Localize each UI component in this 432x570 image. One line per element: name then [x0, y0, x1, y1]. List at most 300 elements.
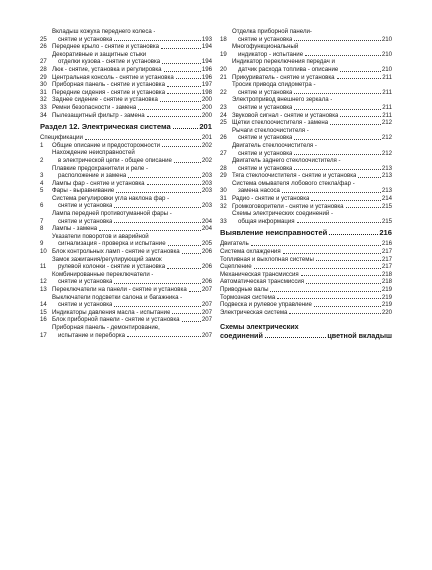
- section-page: 201: [199, 122, 212, 132]
- entry-page: 193: [201, 35, 212, 43]
- entry-line: [52, 301, 212, 309]
- leader-dots: [167, 268, 201, 269]
- entry-text: снятие и установка: [58, 278, 113, 286]
- entry-page: 206: [201, 263, 212, 271]
- entry-text: Ремни безопасности - замена: [52, 103, 137, 111]
- entry-text: Переднее крыло - снятие и установка: [52, 43, 160, 51]
- toc-entry[interactable]: [220, 172, 392, 180]
- entry-number: 32: [220, 202, 227, 210]
- toc-entry[interactable]: [40, 248, 212, 256]
- toc-entry[interactable]: [220, 263, 392, 271]
- entry-body: [52, 81, 212, 89]
- entry-page: 212: [381, 134, 392, 142]
- toc-entry[interactable]: [40, 104, 212, 112]
- entry-page: 215: [381, 202, 392, 210]
- leader-dots: [301, 275, 381, 276]
- toc-entry[interactable]: [220, 301, 392, 309]
- leader-dots: [294, 154, 380, 155]
- entry-number: 32: [40, 96, 47, 104]
- entry-line: [52, 210, 212, 218]
- entry-line: [232, 210, 392, 218]
- entry-line: [52, 28, 212, 36]
- entry-line: [232, 51, 392, 59]
- entry-text: Двигатель стеклоочистителя -: [232, 141, 317, 149]
- toc-entry[interactable]: [40, 309, 212, 317]
- entry-body: [52, 294, 212, 309]
- leader-dots: [116, 192, 201, 193]
- entry-line: [232, 96, 392, 104]
- toc-entry[interactable]: [220, 195, 392, 203]
- toc-right-column: [220, 28, 392, 340]
- entry-body: [52, 316, 212, 324]
- entry-line: [52, 202, 212, 210]
- toc-entry[interactable]: [40, 81, 212, 89]
- toc-entry[interactable]: [220, 271, 392, 279]
- leader-dots: [251, 245, 381, 246]
- entry-text: Вкладыш кожуха переднего колеса -: [52, 28, 156, 35]
- entry-line: [52, 256, 212, 264]
- entry-line: [232, 89, 392, 97]
- toc-entry[interactable]: [40, 28, 212, 43]
- entry-text: Индикаторы давления масла - испытание: [52, 308, 171, 316]
- toc-entry[interactable]: [220, 127, 392, 142]
- toc-entry[interactable]: [40, 210, 212, 225]
- toc-entry[interactable]: [40, 51, 212, 66]
- entry-line: [52, 172, 212, 180]
- entry-line: [52, 332, 212, 340]
- entry-line: [52, 218, 212, 226]
- entry-page: 210: [381, 50, 392, 58]
- entry-body: [52, 112, 212, 120]
- toc-entry[interactable]: [40, 316, 212, 324]
- leader-dots: [162, 63, 201, 64]
- leader-dots: [346, 207, 381, 208]
- entry-text: снятие и установка: [238, 134, 293, 142]
- entry-text: сигнализация - проверка и испытание: [58, 240, 166, 248]
- toc-entry[interactable]: [40, 324, 212, 339]
- entry-page: 220: [381, 308, 392, 316]
- entry-text: замена насоса: [238, 187, 280, 195]
- entry-body: [232, 74, 392, 82]
- entry-number: 29: [40, 73, 47, 81]
- entry-text: Приборная панель - снятие и установка: [52, 81, 165, 89]
- toc-entry[interactable]: [220, 142, 392, 157]
- toc-entry[interactable]: [220, 112, 392, 120]
- entry-text: Тросик привода спидометра -: [232, 81, 316, 89]
- toc-list-body-section: [40, 28, 212, 119]
- entry-text: Тормозная система: [220, 293, 276, 301]
- entry-number: 2: [40, 156, 44, 164]
- entry-text: Замок зажигания/регулирующий замок: [52, 255, 162, 263]
- entry-text: Тяга стеклоочистителя - снятие и установка: [232, 172, 357, 180]
- entry-body: [52, 286, 212, 294]
- entry-line: [232, 195, 392, 203]
- entry-number: 29: [220, 172, 227, 180]
- toc-entry[interactable]: [220, 256, 392, 264]
- entry-text: Приборная панель - демонтирование,: [52, 323, 160, 331]
- entry-line: [52, 316, 212, 324]
- entry-page: 207: [201, 316, 212, 324]
- leader-dots: [277, 298, 381, 299]
- toc-entry[interactable]: [40, 142, 212, 150]
- entry-line: [52, 165, 212, 173]
- entry-line: [52, 157, 212, 165]
- toc-entry[interactable]: [40, 112, 212, 120]
- entry-text: Схемы электрических соединений -: [232, 210, 334, 218]
- toc-entry[interactable]: [220, 43, 392, 58]
- entry-line: [52, 89, 212, 97]
- entry-line: [232, 127, 392, 135]
- entry-body: [232, 203, 392, 211]
- entry-body: [232, 43, 392, 58]
- entry-text: испытание и переборка: [58, 331, 126, 339]
- entry-line: [52, 81, 212, 89]
- entry-line: [52, 233, 212, 241]
- entry-line: [232, 28, 392, 36]
- toc-entry[interactable]: [220, 294, 392, 302]
- leader-dots: [314, 306, 381, 307]
- entry-number: 17: [40, 331, 47, 339]
- entry-line: [52, 286, 212, 294]
- entry-body: [232, 81, 392, 96]
- entry-text: Сцепление: [220, 263, 252, 271]
- toc-entry[interactable]: [40, 74, 212, 82]
- entry-number: 27: [40, 58, 47, 66]
- toc-spec-entry[interactable]: [40, 134, 212, 142]
- entry-line: [232, 165, 392, 173]
- entry-number: 3: [40, 172, 44, 180]
- entry-text: Система омывателя лобового стекла/фар -: [232, 179, 355, 187]
- toc-entry[interactable]: [40, 149, 212, 164]
- entry-body: [52, 96, 212, 104]
- entry-body: [52, 233, 212, 248]
- entry-page: 196: [201, 65, 212, 73]
- leader-dots: [128, 177, 201, 178]
- toc-entry[interactable]: [220, 28, 392, 43]
- entry-text: Комбинированные переключатели -: [52, 270, 154, 278]
- toc-entry[interactable]: [40, 286, 212, 294]
- toc-list-electrical: [40, 142, 212, 339]
- entry-page: 207: [201, 331, 212, 339]
- entry-line: [232, 172, 392, 180]
- leader-dots: [340, 71, 381, 72]
- toc-entry[interactable]: [40, 256, 212, 271]
- entry-body: [52, 187, 212, 195]
- entry-text: Радио - снятие и установка: [232, 195, 310, 203]
- entry-text: Многофункциональный: [232, 43, 299, 51]
- entry-text: индикатор - испытание: [238, 50, 304, 58]
- leader-dots: [172, 313, 200, 314]
- entry-text: Индикатор переключения передач и: [232, 58, 335, 66]
- entry-text: Блок контрольных ламп - снятие и установка: [52, 248, 180, 256]
- toc-section-heading[interactable]: [220, 228, 392, 238]
- entry-text: Отделка приборной панели-: [232, 28, 312, 35]
- entry-page: 198: [201, 88, 212, 96]
- toc-entry[interactable]: [40, 233, 212, 248]
- entry-page: 212: [381, 149, 392, 157]
- entry-text: Заднее сидение - снятие и установка: [52, 96, 158, 104]
- entry-line: [52, 187, 212, 195]
- entry-body: [52, 271, 212, 286]
- toc-entry[interactable]: [220, 286, 392, 294]
- entry-line: [52, 225, 212, 233]
- entry-text: Декоративные и защитные стыки: [52, 50, 147, 58]
- leader-dots: [337, 78, 382, 79]
- leader-dots: [294, 93, 381, 94]
- entry-text: Фары - выравнивание: [52, 187, 115, 195]
- entry-number: 9: [40, 240, 44, 248]
- entry-page: 205: [201, 240, 212, 248]
- entry-page: 213: [381, 187, 392, 195]
- entry-number: 26: [40, 43, 47, 51]
- toc-list-troubleshooting: [220, 240, 392, 316]
- entry-number: 26: [220, 134, 227, 142]
- leader-dots: [147, 184, 201, 185]
- entry-body: [52, 89, 212, 97]
- entry-page: 194: [201, 58, 212, 66]
- entry-line: [52, 36, 212, 44]
- entry-number: 20: [220, 65, 227, 73]
- entry-body: [52, 165, 212, 180]
- toc-entry[interactable]: [220, 180, 392, 195]
- entry-number: 21: [220, 73, 227, 81]
- entry-body: [232, 58, 392, 73]
- entry-line: [52, 74, 212, 82]
- entry-text: Топливная и выхлопная системы: [220, 255, 314, 263]
- leader-dots: [127, 336, 201, 337]
- entry-page: 214: [381, 195, 392, 203]
- entry-body: [52, 309, 212, 317]
- entry-page: 200: [201, 111, 212, 119]
- entry-line: [232, 180, 392, 188]
- entry-page: 207: [201, 286, 212, 293]
- entry-page: 212: [381, 119, 392, 127]
- entry-number: 16: [40, 316, 47, 324]
- entry-text: Нахождение неисправностей: [52, 149, 135, 157]
- entry-body: [52, 225, 212, 233]
- leader-dots: [114, 207, 200, 208]
- leader-dots: [270, 291, 380, 292]
- toc-entry[interactable]: [40, 195, 212, 210]
- toc-entry[interactable]: [220, 309, 392, 317]
- toc-list-electrical-cont: [220, 28, 392, 225]
- entry-page: 211: [382, 88, 392, 96]
- entry-number: 1: [40, 141, 44, 149]
- entry-text: Приводные валы: [220, 286, 269, 293]
- entry-number: 25: [220, 119, 227, 127]
- entry-body: [232, 195, 392, 203]
- leader-dots: [189, 291, 201, 292]
- entry-text: датчик расхода топлива - описание: [238, 65, 339, 73]
- leader-dots: [330, 124, 381, 125]
- entry-line: [232, 134, 392, 142]
- entry-text: Система охлаждения: [220, 248, 281, 256]
- entry-page: 200: [201, 96, 212, 104]
- entry-text: отделки кузова - снятие и установка: [58, 58, 161, 66]
- entry-line: [232, 203, 392, 211]
- leader-dots: [297, 222, 381, 223]
- entry-text: Спецификации: [40, 134, 83, 142]
- toc-entry[interactable]: [220, 210, 392, 225]
- entry-text: снятие и установка: [58, 202, 113, 210]
- entry-text: Звуковой сигнал - снятие и установка: [232, 111, 339, 119]
- entry-number: 27: [220, 149, 227, 157]
- toc-entry[interactable]: [40, 225, 212, 233]
- entry-number: 6: [40, 202, 44, 210]
- entry-page: 196: [201, 73, 212, 81]
- leader-dots: [283, 253, 381, 254]
- toc-entry[interactable]: [220, 119, 392, 127]
- toc-entry[interactable]: [220, 157, 392, 172]
- toc-entry[interactable]: [40, 96, 212, 104]
- toc-schemes-entry[interactable]: [220, 322, 392, 340]
- leader-dots: [167, 93, 201, 94]
- leader-dots: [294, 139, 380, 140]
- toc-section-heading[interactable]: [40, 122, 212, 132]
- entry-page: 203: [201, 179, 212, 187]
- entry-page: 217: [381, 255, 392, 263]
- leader-dots: [85, 139, 201, 140]
- toc-entry[interactable]: [40, 180, 212, 188]
- toc-entry[interactable]: [220, 96, 392, 111]
- entry-number: 28: [40, 65, 47, 73]
- entry-text: Лампы фар - снятие и установка: [52, 179, 145, 187]
- entry-line: [52, 248, 212, 256]
- entry-page: 206: [201, 248, 212, 256]
- entry-number: 4: [40, 179, 44, 187]
- entry-body: [52, 180, 212, 188]
- entry-text: снятие и установка: [58, 301, 113, 309]
- entry-line: [52, 112, 212, 120]
- leader-dots: [265, 337, 326, 338]
- entry-body: [232, 210, 392, 225]
- entry-text: Блок приборной панели - снятие и установка: [52, 316, 180, 324]
- leader-dots: [182, 253, 201, 254]
- entry-body: [232, 142, 392, 157]
- entry-text: Электрическая система: [220, 308, 288, 316]
- section-title: Раздел 12. Электрическая система: [40, 122, 171, 132]
- entry-page: 207: [201, 301, 212, 309]
- toc-entry[interactable]: [40, 89, 212, 97]
- entry-body: [232, 127, 392, 142]
- entry-page: 218: [381, 278, 392, 286]
- entry-text: Передние сидения - снятие и установка: [52, 88, 166, 96]
- leader-dots: [114, 40, 200, 41]
- entry-number: 5: [40, 187, 44, 195]
- entry-page: 211: [382, 111, 392, 119]
- toc-entry[interactable]: [220, 278, 392, 286]
- entry-number: 25: [40, 35, 47, 43]
- leader-dots: [174, 162, 201, 163]
- entry-page: 216: [381, 240, 392, 248]
- entry-text: Электропривод внешнего зеркала -: [232, 96, 333, 104]
- leader-dots: [329, 234, 378, 235]
- entry-line: [232, 187, 392, 195]
- toc-entry[interactable]: [40, 187, 212, 195]
- entry-line: [232, 142, 392, 150]
- entry-body: [52, 195, 212, 210]
- entry-text: Подвеска и рулевое управление: [220, 301, 312, 309]
- toc-left-column: [40, 28, 212, 339]
- entry-text: Двигатель: [220, 240, 249, 248]
- entry-line: [232, 218, 392, 226]
- toc-entry[interactable]: [40, 294, 212, 309]
- toc-entry[interactable]: [220, 240, 392, 248]
- entry-line: [52, 271, 212, 279]
- entry-text: общая информация: [238, 217, 295, 225]
- toc-entry[interactable]: [40, 43, 212, 51]
- toc-entry[interactable]: [220, 248, 392, 256]
- entry-text: расположение и замена: [58, 172, 127, 180]
- entry-line: [52, 263, 212, 271]
- entry-body: [232, 28, 392, 43]
- entry-page: 210: [381, 35, 392, 43]
- toc-entry[interactable]: [40, 271, 212, 286]
- entry-text: Центральная консоль - снятие и установка: [52, 73, 174, 81]
- entry-body: [52, 28, 212, 43]
- entry-page: 203: [201, 172, 212, 180]
- entry-text: Общие описание и предосторожности: [52, 141, 161, 149]
- entry-page: 219: [381, 286, 392, 293]
- entry-page: 217: [381, 263, 392, 271]
- entry-body: [52, 104, 212, 112]
- leader-dots: [114, 283, 200, 284]
- entry-text: снятие и установка: [238, 149, 293, 157]
- entry-line: [52, 51, 212, 59]
- entry-text: Прикуриватель - снятие и установка: [232, 73, 335, 81]
- entry-line: [232, 112, 392, 120]
- entry-number: 34: [40, 111, 47, 119]
- toc-entry[interactable]: [220, 81, 392, 96]
- leader-dots: [305, 55, 381, 56]
- toc-entry[interactable]: [40, 66, 212, 74]
- entry-page: 203: [201, 187, 212, 195]
- entry-number: 31: [40, 88, 47, 96]
- leader-dots: [176, 78, 201, 79]
- entry-text: снятие и установка: [238, 164, 293, 172]
- toc-entry[interactable]: [220, 203, 392, 211]
- leader-dots: [168, 245, 201, 246]
- entry-line: [52, 142, 212, 150]
- entry-text: Указатели поворотов и аварийной: [52, 232, 149, 240]
- entry-line: [232, 74, 392, 82]
- entry-page: 219: [381, 301, 392, 309]
- toc-entry[interactable]: [40, 165, 212, 180]
- entry-body: [52, 74, 212, 82]
- entry-line: [52, 309, 212, 317]
- toc-entry[interactable]: [220, 74, 392, 82]
- leader-dots: [164, 71, 201, 72]
- entry-number: 30: [220, 187, 227, 195]
- entry-text: в электрической цепи - общее описание: [58, 156, 172, 164]
- toc-entry[interactable]: [220, 58, 392, 73]
- entry-text: Рычаги стеклоочистителя -: [232, 126, 309, 134]
- section-page: 216: [379, 228, 392, 238]
- leader-dots: [254, 268, 381, 269]
- entry-body: [232, 96, 392, 111]
- entry-line: [52, 324, 212, 332]
- entry-text: снятие и установка: [58, 35, 113, 43]
- entry-body: [232, 180, 392, 195]
- leader-dots: [340, 116, 381, 117]
- schemes-line2-row: [220, 331, 392, 340]
- entry-line: [232, 81, 392, 89]
- entry-text: снятие и установка: [58, 217, 113, 225]
- leader-dots: [294, 109, 381, 110]
- entry-text: Щетки стеклоочистителя - замена: [232, 119, 329, 127]
- entry-number: 33: [220, 217, 227, 225]
- entry-number: 18: [220, 35, 227, 43]
